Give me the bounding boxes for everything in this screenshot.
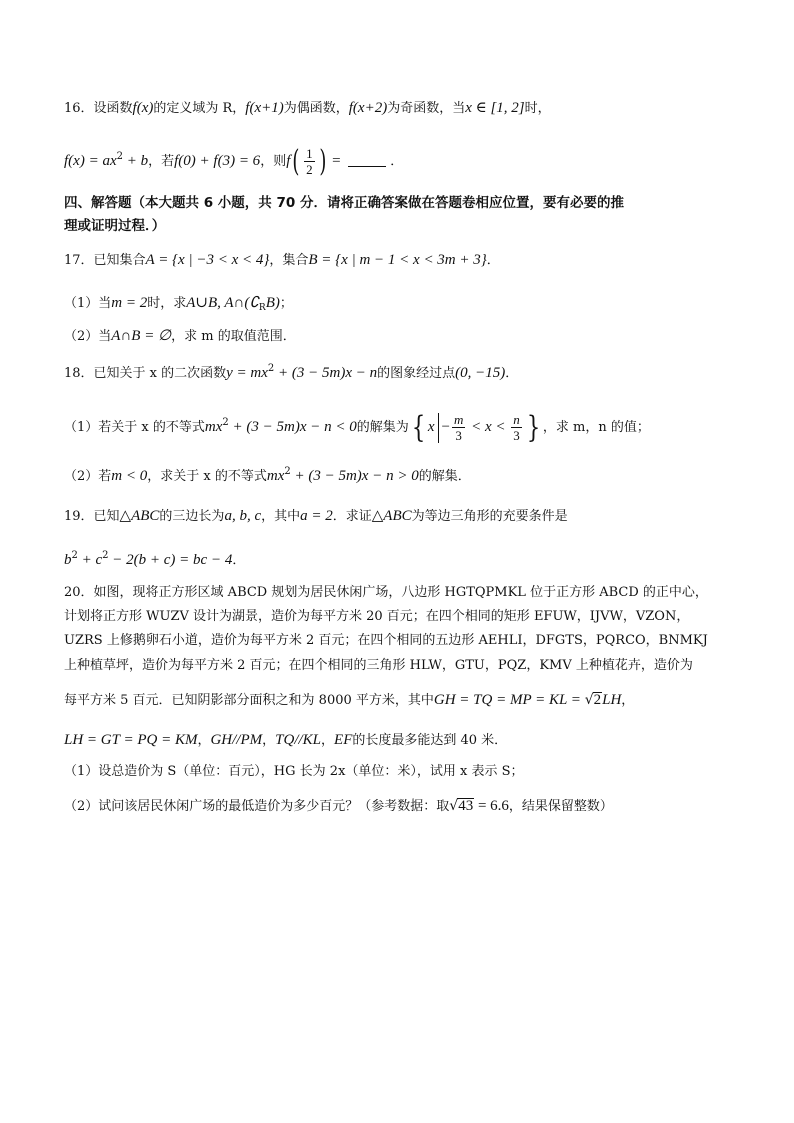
q19-text-c: ，其中 (261, 509, 301, 524)
q18-p1-ineq: mx (204, 419, 223, 435)
q16-function-def: f(x) = ax (64, 153, 117, 169)
q19-exp-2: 2 (102, 550, 109, 561)
q18-p1-text-c: ，求 m，n 的值； (542, 420, 650, 435)
q17-p1-text-a: （1）当 (64, 296, 112, 311)
q18-p2-text-c: 的解集． (418, 469, 471, 484)
q19-eq-c: + c (77, 552, 103, 568)
q20-l5-eq: GH = TQ = MP = KL = (433, 692, 585, 708)
q20-part1: （1）设总造价为 S（单位：百元），HG 长为 2x（单位：米），试用 x 表示 S； (64, 764, 524, 779)
q17-p2-text-a: （2）当 (64, 329, 112, 344)
q19-equation (64, 546, 245, 571)
q16-answer-blank (348, 152, 386, 167)
q16-fx2: f(x+2) (348, 100, 388, 116)
q18-point: (0, −15) (455, 365, 506, 381)
q17-p1-expr2: B) (265, 295, 280, 311)
q18-frac-m-den: 3 (455, 428, 462, 443)
q20-l5-text: 每平方米 5 百元．已知阴影部分面积之和为 8000 平方米，其中 (64, 693, 434, 708)
q17-p1-m: m = 2 (111, 295, 148, 311)
q18-func: y = mx (226, 365, 268, 381)
q17-text-b: ，集合 (269, 253, 309, 268)
q17-text-a: 17．已知集合 (64, 253, 146, 268)
q20-l6-sep-a: ， (197, 733, 211, 748)
q17-text-c: ． (486, 253, 500, 268)
q16-exp: 2 (116, 151, 123, 162)
q16-period: ． (390, 154, 404, 169)
q18-func-b: + (3 − 5m)x − n (274, 365, 378, 381)
q19-eq-end: ． (232, 553, 246, 568)
q18-text-b: 的图象经过点 (377, 366, 456, 381)
section4-header-line2: 理或证明过程．） (64, 218, 166, 234)
q20-p2-sqrt-43: 43 (458, 798, 474, 814)
q20-l6-par2: TQ//KL (275, 732, 322, 748)
q18-p2-text-a: （2）若 (64, 469, 112, 484)
q18-p1-exp: 2 (222, 417, 229, 428)
q16-text-b: 的定义域为 R， (153, 101, 246, 116)
q18-frac-m (452, 412, 465, 443)
q20-sqrt-sign: √ (584, 692, 594, 708)
q18-lbrace: { (411, 409, 425, 445)
q18-part1 (64, 409, 650, 445)
q16-equals: = (328, 153, 345, 169)
q20-line2: 计划将正方形 WUZV 设计为湖景，造价为每平方米 20 百元；在四个相同的矩形 EFUW，IJVW，VZON， (64, 609, 690, 624)
q16-rparen: ) (318, 143, 326, 179)
q16-frac-den: 2 (306, 162, 313, 177)
q17-set-b: B = {x | m − 1 < x < 3m + 3} (308, 252, 487, 268)
q18-p2-text-b: ，求关于 x 的不等式 (147, 469, 267, 484)
q18-p2-cond: m < 0 (111, 468, 148, 484)
q19-text-e: 为等边三角形的充要条件是 (411, 509, 568, 524)
q19-eq-rest: − 2(b + c) = bc − 4 (108, 552, 233, 568)
q16-text-then: ，则 (260, 154, 287, 169)
q20-sqrt-2: 2 (593, 692, 602, 708)
q20-l6-ef: EF (334, 732, 353, 748)
q18-frac-n (511, 412, 522, 443)
q19-triangle: △ABC (119, 508, 160, 524)
q20-line3: UZRS 上修鹅卵石小道，造价为每平方米 2 百元；在四个相同的五边形 AEHLI，DFGTS，PQRCO，BNMKJ (64, 633, 708, 648)
q18-exp: 2 (267, 363, 275, 374)
q16-text-if: ，若 (148, 154, 175, 169)
q16-frac-num: 1 (306, 146, 313, 161)
q20-l6-eq: LH = GT = PQ = KM (64, 732, 198, 748)
q17-p1-r: R (258, 303, 266, 313)
q18-frac-n-den: 3 (513, 428, 520, 443)
q18-p2-ineq-b: + (3 − 5m)x − n > 0 (290, 468, 419, 484)
q20-p2-text-a: （2）试问该居民休闲广场的最低造价为多少百元？（参考数据：取 (64, 799, 450, 814)
q17-p1-text-b: 时，求 (147, 296, 187, 311)
q20-l5-lh: LH (602, 692, 622, 708)
q16-function-def-b: + b (122, 153, 149, 169)
q18-frac-m-num: m (453, 412, 464, 427)
q20-p2-value: = 6.6 (474, 798, 509, 814)
q20-part2 (64, 796, 613, 817)
q18-p1-minus: − (441, 419, 450, 435)
q18-set-bar (438, 413, 439, 443)
q19-eq-b: b (64, 552, 72, 568)
q17-p2-expr: A∩B = ∅ (111, 328, 172, 344)
q20-l6-sep-b: ， (262, 733, 276, 748)
q17-part2 (64, 326, 296, 347)
q19-stem (64, 506, 568, 527)
q18-p1-text-b: 的解集为 (356, 420, 409, 435)
q17-p1-text-c: ； (279, 296, 293, 311)
q18-stem (64, 359, 518, 384)
q16-line1 (64, 98, 551, 119)
q20-l5-end: ， (621, 693, 635, 708)
q16-line2 (64, 143, 404, 179)
q20-p2-sqrt-sign: √ (449, 798, 459, 814)
q19-a-value: a = 2 (300, 508, 333, 524)
q19-sides: a, b, c (224, 508, 262, 524)
q16-text-c: 为偶函数， (283, 101, 349, 116)
section4-header-line1: 四、解答题（本大题共 6 小题，共 70 分．请将正确答案做在答题卷相应位置，要有必要的推 (64, 195, 624, 211)
q16-fx1: f(x+1) (245, 100, 284, 116)
q16-text-e: 时， (524, 101, 551, 116)
q19-text-a: 19．已知 (64, 509, 120, 524)
q18-frac-n-num: n (513, 412, 520, 427)
q18-p2-ineq: mx (266, 468, 285, 484)
q17-p2-text-b: ，求 m 的取值范围． (171, 329, 296, 344)
q19-text-d: ．求证 (332, 509, 372, 524)
q18-p2-exp: 2 (284, 466, 291, 477)
q20-line6 (64, 730, 507, 751)
q18-rbrace: } (526, 409, 540, 445)
q19-exp-1: 2 (71, 550, 78, 561)
q19-text-b: 的三边长为 (159, 509, 225, 524)
q16-lparen: ( (292, 143, 300, 179)
q17-part1 (64, 293, 293, 318)
q20-line4: 上种植草坪，造价为每平方米 2 百元；在四个相同的三角形 HLW，GTU，PQZ，KMV 上种植花卉，造价为 (64, 658, 693, 673)
q17-set-a: A = {x | −3 < x < 4} (145, 252, 270, 268)
q18-p1-text-a: （1）若关于 x 的不等式 (64, 420, 205, 435)
q20-line1: 20．如图，现将正方形区域 ABCD 规划为居民休闲广场，八边形 HGTQPMKL 位于正方形 ABCD 的正中心， (64, 585, 708, 600)
q16-f: f (286, 153, 291, 169)
q16-condition: f(0) + f(3) = 6 (174, 153, 261, 169)
q16-fx: f(x) (132, 100, 154, 116)
q18-p1-lt: < x < (467, 419, 510, 435)
q17-p1-expr: A∪B, A∩(∁ (186, 295, 259, 311)
q20-l6-sep-c: ， (321, 733, 335, 748)
q20-p2-text-b: ，结果保留整数） (508, 799, 613, 814)
q20-line5 (64, 690, 634, 711)
q18-part2 (64, 462, 471, 487)
q16-domain: x ∈ [1, 2] (465, 100, 525, 116)
q18-text-c: ． (505, 366, 519, 381)
q20-l6-text: 的长度最多能达到 40 米． (352, 733, 508, 748)
q16-text-a: 16．设函数 (64, 101, 133, 116)
q16-fraction (304, 146, 315, 177)
q18-text-a: 18．已知关于 x 的二次函数 (64, 366, 227, 381)
q16-text-d: 为奇函数，当 (387, 101, 466, 116)
q18-p1-ineq-b: + (3 − 5m)x − n < 0 (228, 419, 357, 435)
q17-stem (64, 250, 500, 271)
q19-triangle-2: △ABC (371, 508, 412, 524)
q20-l6-par1: GH//PM (210, 732, 263, 748)
q18-p1-x: x (427, 419, 435, 435)
